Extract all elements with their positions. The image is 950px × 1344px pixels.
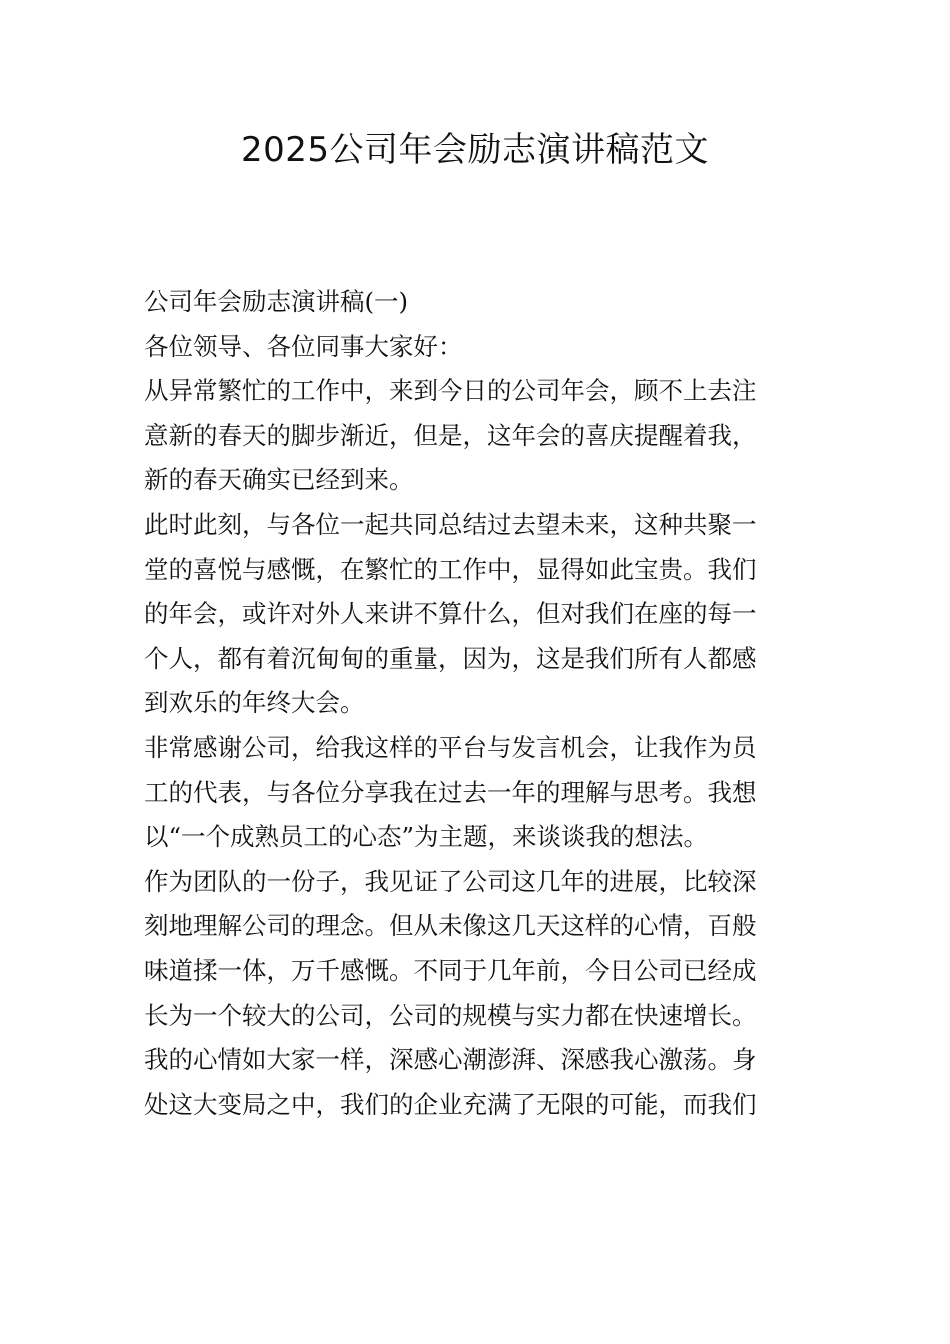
section-heading: 公司年会励志演讲稿(一) [144,287,409,316]
paragraph-line: 以“一个成熟员工的心态”为主题，来谈谈我的想法。 [144,822,709,852]
document-body [144,280,808,1127]
paragraph-line: 的年会，或许对外人来讲不算什么，但对我们在座的每一 [144,599,757,629]
paragraph-line: 非常感谢公司，给我这样的平台与发言机会，让我作为员 [144,732,757,762]
paragraph-line: 处这大变局之中，我们的企业充满了无限的可能，而我们 [144,1089,757,1119]
greeting-line: 各位领导、各位同事大家好： [144,331,463,361]
paragraph-line: 味道揉一体，万千感慨。不同于几年前，今日公司已经成 [144,955,757,985]
paragraph-line: 工的代表，与各位分享我在过去一年的理解与思考。我想 [144,777,757,807]
paragraph-line: 作为团队的一份子，我见证了公司这几年的进展，比较深 [144,866,757,896]
paragraph-line: 此时此刻，与各位一起共同总结过去望未来，这种共聚一 [144,509,757,539]
paragraph-line: 意新的春天的脚步渐近，但是，这年会的喜庆提醒着我， [144,420,757,450]
paragraph-line: 到欢乐的年终大会。 [144,688,365,718]
paragraph-line: 我的心情如大家一样，深感心潮澎湃、深感我心激荡。身 [144,1045,757,1075]
paragraph-line: 从异常繁忙的工作中，来到今日的公司年会，顾不上去注 [144,376,757,406]
paragraph-line: 长为一个较大的公司，公司的规模与实力都在快速增长。 [144,1000,757,1030]
paragraph-line: 个人，都有着沉甸甸的重量，因为，这是我们所有人都感 [144,643,757,673]
paragraph-line: 刻地理解公司的理念。但从未像这几天这样的心情，百般 [144,911,757,941]
paragraph-line: 堂的喜悦与感慨，在繁忙的工作中，显得如此宝贵。我们 [144,554,757,584]
paragraph-line: 新的春天确实已经到来。 [144,465,414,495]
document-title: 2025公司年会励志演讲稿范文 [240,130,710,170]
